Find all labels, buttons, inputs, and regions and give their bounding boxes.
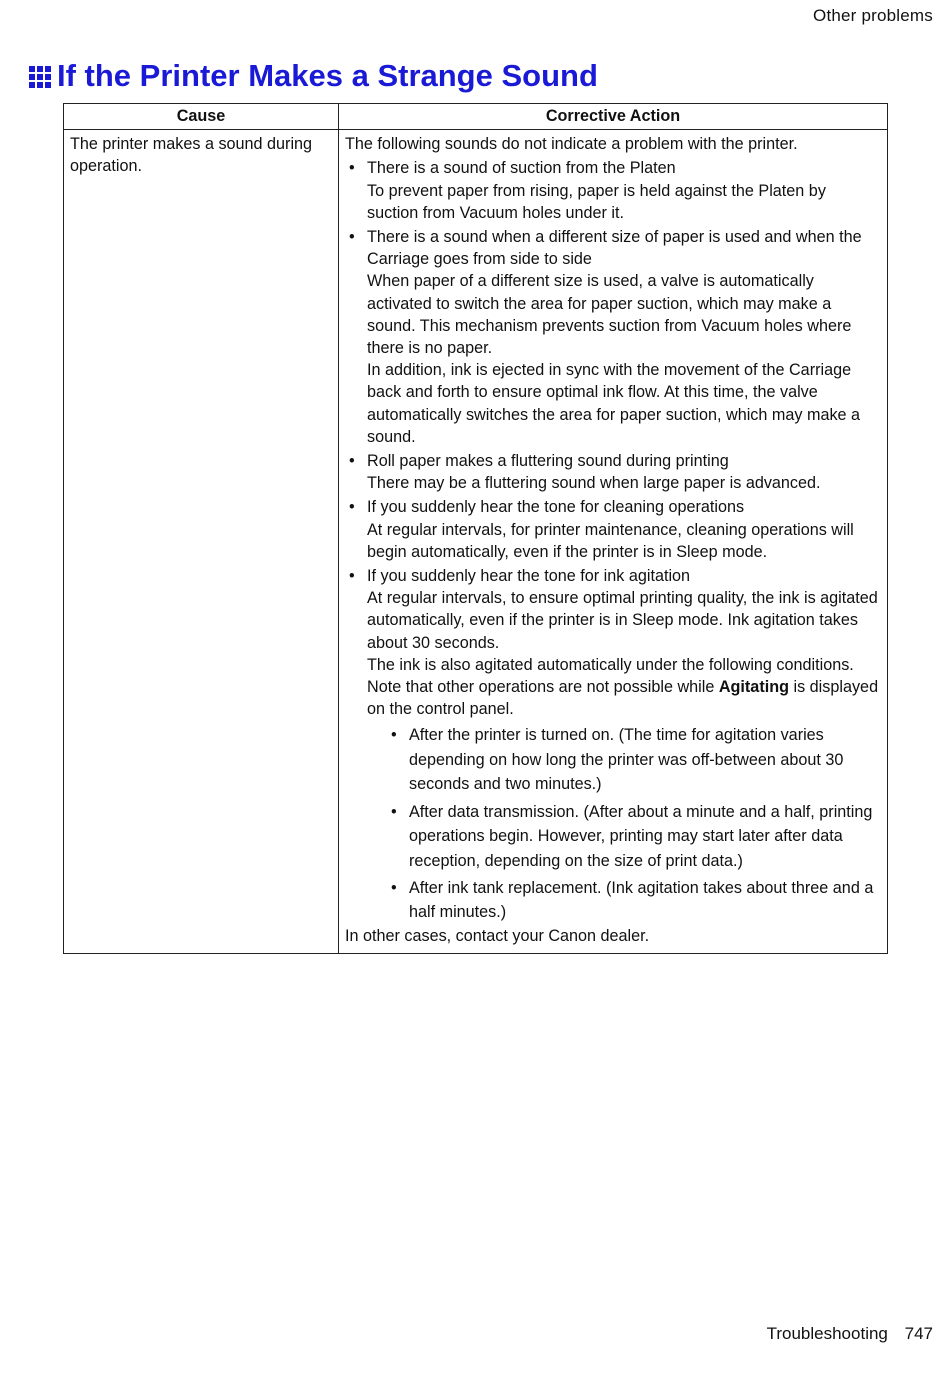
table-header-row <box>64 104 888 130</box>
item-body: At regular intervals, to ensure optimal printing quality, the ink is agitated automatically, even if the printer is in Sleep mode. Ink agitation takes about 30 seconds. <box>367 589 878 652</box>
item-heading: There is a sound when a different size of paper is used and when the Carriage goes from side to side <box>367 228 862 269</box>
closing-text: In other cases, contact your Canon dealer. <box>345 926 650 945</box>
item-heading: There is a sound of suction from the Platen <box>367 159 676 178</box>
item-heading: If you suddenly hear the tone for ink agitation <box>367 567 691 586</box>
troubleshooting-table <box>63 103 888 954</box>
agitating-note: Note that other operations are not possible while Agitating is displayed on the control panel. <box>367 678 879 719</box>
corrective-action-cell <box>339 130 888 954</box>
item-heading: If you suddenly hear the tone for cleaning operations <box>367 498 745 517</box>
list-item <box>345 450 881 494</box>
action-intro: The following sounds do not indicate a problem with the printer. <box>345 135 798 154</box>
item-body: When paper of a different size is used, a valve is automatically activated to switch the area for paper suction, which may make a sound. This mechanism prevents suction from Vacuum holes where there is no paper. <box>367 272 852 358</box>
list-item <box>345 157 881 224</box>
footer-section-name: Troubleshooting <box>766 1324 888 1343</box>
running-header: Other problems <box>813 6 933 25</box>
section-title: If the Printer Makes a Strange Sound <box>57 58 598 93</box>
item-body: At regular intervals, for printer maintenance, cleaning operations will begin automatically, even if the printer is in Sleep mode. <box>367 520 854 561</box>
bullet-icon: • <box>391 726 397 745</box>
page-footer <box>767 1324 933 1344</box>
sub-list-item: • After the printer is turned on. (The time for agitation varies depending on how long the printer was off-between about 30 seconds and two minutes.) <box>345 723 881 796</box>
list-item <box>345 496 881 563</box>
bullet-icon: • <box>391 802 397 821</box>
cause-cell: The printer makes a sound during operation. <box>64 130 339 954</box>
item-body: There may be a fluttering sound when large paper is advanced. <box>367 474 821 493</box>
bullet-icon: • <box>349 567 355 586</box>
page-number: 747 <box>904 1324 933 1343</box>
grid-bullet-icon <box>29 66 51 88</box>
bullet-icon: • <box>349 452 355 471</box>
column-header-corrective-action: Corrective Action <box>339 104 888 130</box>
column-header-cause: Cause <box>64 104 339 130</box>
bullet-icon: • <box>349 228 355 247</box>
table-row <box>64 130 888 954</box>
item-heading: Roll paper makes a fluttering sound during printing <box>367 452 729 471</box>
item-body: The ink is also agitated automatically under the following conditions. <box>367 655 854 674</box>
bullet-icon: • <box>349 498 355 517</box>
list-item <box>345 565 881 720</box>
sub-list-item: • After data transmission. (After about a minute and a half, printing operations begin. However, printing may start later after data reception, depending on the size of print data.) <box>345 800 881 873</box>
item-body: To prevent paper from rising, paper is held against the Platen by suction from Vacuum holes under it. <box>367 181 826 222</box>
item-body: In addition, ink is ejected in sync with the movement of the Carriage back and forth to ensure optimal ink flow. At this time, the valve automatically switches the area for paper suction, which may make a sound. <box>367 361 861 446</box>
agitating-status-label: Agitating <box>718 678 789 697</box>
section-heading <box>29 58 598 94</box>
sub-list-item: • After ink tank replacement. (Ink agitation takes about three and a half minutes.) <box>345 876 881 925</box>
bullet-icon: • <box>349 159 355 178</box>
list-item <box>345 226 881 448</box>
bullet-icon: • <box>391 878 397 897</box>
